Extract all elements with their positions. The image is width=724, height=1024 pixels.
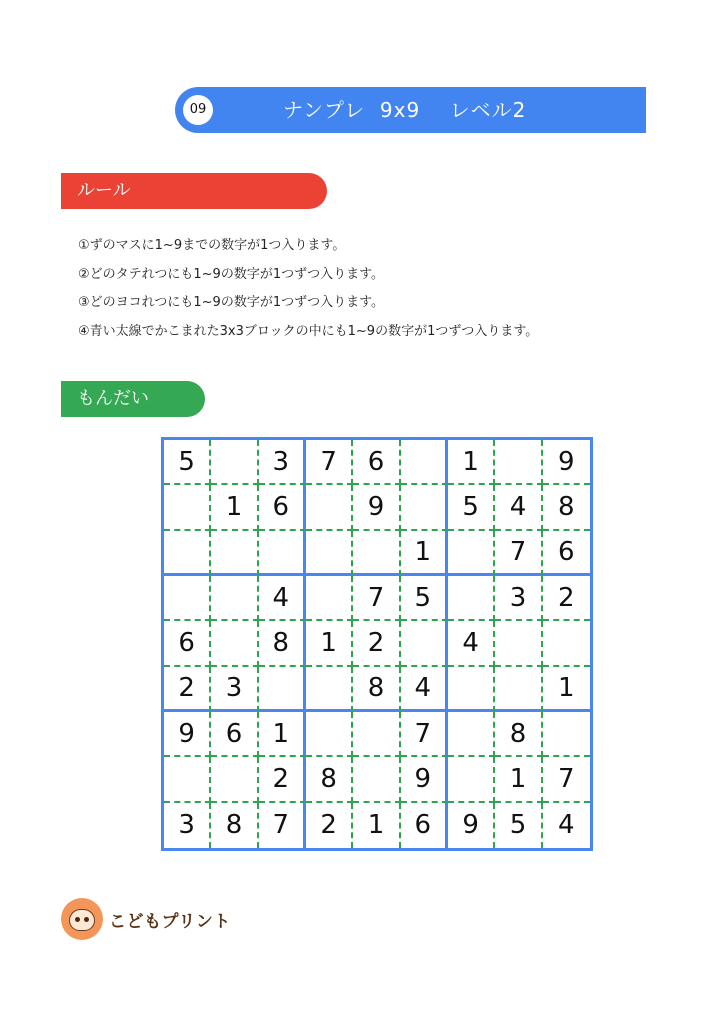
sudoku-cell[interactable]: 9 <box>448 803 495 848</box>
sudoku-cell[interactable] <box>211 621 258 666</box>
sudoku-cell[interactable] <box>495 667 542 712</box>
sudoku-cell[interactable]: 3 <box>211 667 258 712</box>
sudoku-cell[interactable] <box>306 485 353 530</box>
sudoku-cell[interactable]: 1 <box>543 667 590 712</box>
sudoku-cell[interactable]: 2 <box>306 803 353 848</box>
sudoku-cell[interactable]: 8 <box>353 667 400 712</box>
brand-logo <box>61 898 231 940</box>
sudoku-cell[interactable]: 7 <box>306 440 353 485</box>
sudoku-cell[interactable]: 1 <box>306 621 353 666</box>
sudoku-cell[interactable]: 7 <box>353 576 400 621</box>
sudoku-cell[interactable]: 1 <box>495 757 542 802</box>
sudoku-cell[interactable]: 5 <box>401 576 448 621</box>
sudoku-cell[interactable]: 5 <box>448 485 495 530</box>
sudoku-cell[interactable]: 7 <box>543 757 590 802</box>
sudoku-cell[interactable] <box>543 712 590 757</box>
sudoku-cell[interactable] <box>259 531 306 576</box>
sudoku-cell[interactable] <box>164 576 211 621</box>
sudoku-cell[interactable]: 9 <box>353 485 400 530</box>
sudoku-cell[interactable]: 1 <box>448 440 495 485</box>
sudoku-cell[interactable]: 8 <box>543 485 590 530</box>
sudoku-cell[interactable] <box>306 576 353 621</box>
sudoku-cell[interactable] <box>164 485 211 530</box>
sudoku-cell[interactable]: 7 <box>259 803 306 848</box>
sudoku-cell[interactable] <box>448 576 495 621</box>
sudoku-cell[interactable] <box>211 576 258 621</box>
sudoku-cell[interactable]: 9 <box>543 440 590 485</box>
sudoku-cell[interactable] <box>448 667 495 712</box>
sudoku-cell[interactable] <box>448 712 495 757</box>
sudoku-cell[interactable]: 3 <box>164 803 211 848</box>
sudoku-cell[interactable]: 1 <box>353 803 400 848</box>
page-title: ナンプレ 9x9 レベル2 <box>283 98 527 122</box>
sudoku-cell[interactable] <box>211 531 258 576</box>
sudoku-cell[interactable]: 1 <box>401 531 448 576</box>
sudoku-cell[interactable] <box>211 757 258 802</box>
rules-list <box>78 236 538 350</box>
sudoku-cell[interactable]: 2 <box>164 667 211 712</box>
sudoku-cell[interactable] <box>164 531 211 576</box>
sudoku-cell[interactable]: 5 <box>495 803 542 848</box>
sudoku-cell[interactable]: 8 <box>495 712 542 757</box>
sudoku-cell[interactable]: 6 <box>164 621 211 666</box>
sudoku-cell[interactable]: 4 <box>401 667 448 712</box>
sudoku-cell[interactable]: 6 <box>211 712 258 757</box>
sudoku-cell[interactable] <box>401 440 448 485</box>
sudoku-cell[interactable]: 3 <box>495 576 542 621</box>
sudoku-cell[interactable]: 1 <box>259 712 306 757</box>
sudoku-cell[interactable]: 2 <box>259 757 306 802</box>
sudoku-grid <box>161 437 593 851</box>
sudoku-cell[interactable] <box>401 621 448 666</box>
title-bar <box>175 87 646 133</box>
sudoku-cell[interactable] <box>306 531 353 576</box>
sudoku-cell[interactable]: 7 <box>495 531 542 576</box>
sudoku-cell[interactable]: 8 <box>306 757 353 802</box>
sudoku-cell[interactable]: 2 <box>353 621 400 666</box>
sudoku-cell[interactable]: 9 <box>401 757 448 802</box>
sudoku-cell[interactable]: 7 <box>401 712 448 757</box>
problem-heading: もんだい <box>61 381 205 417</box>
sudoku-cell[interactable] <box>495 440 542 485</box>
sudoku-cell[interactable] <box>164 757 211 802</box>
sudoku-cell[interactable]: 8 <box>259 621 306 666</box>
sudoku-cell[interactable] <box>495 621 542 666</box>
sudoku-cell[interactable] <box>543 621 590 666</box>
rules-heading: ルール <box>61 173 327 209</box>
worksheet-number-badge: 09 <box>183 95 213 125</box>
sudoku-cell[interactable] <box>401 485 448 530</box>
rule-item: ③どのヨコれつにも1~9の数字が1つずつ入ります。 <box>78 295 385 310</box>
sudoku-cell[interactable] <box>353 757 400 802</box>
sudoku-cell[interactable] <box>211 440 258 485</box>
sudoku-cell[interactable]: 6 <box>353 440 400 485</box>
cat-face-icon <box>61 898 103 940</box>
sudoku-cell[interactable]: 6 <box>543 531 590 576</box>
rule-item: ②どのタテれつにも1~9の数字が1つずつ入ります。 <box>78 266 385 282</box>
sudoku-cell[interactable] <box>448 757 495 802</box>
sudoku-cell[interactable] <box>448 531 495 576</box>
sudoku-cell[interactable]: 5 <box>164 440 211 485</box>
sudoku-cell[interactable]: 4 <box>495 485 542 530</box>
sudoku-cell[interactable]: 3 <box>259 440 306 485</box>
sudoku-cell[interactable]: 1 <box>211 485 258 530</box>
sudoku-cell[interactable]: 4 <box>259 576 306 621</box>
rule-item: ①ずのマスに1~9までの数字が1つ入ります。 <box>78 238 346 253</box>
sudoku-cell[interactable]: 2 <box>543 576 590 621</box>
sudoku-cell[interactable]: 9 <box>164 712 211 757</box>
sudoku-cell[interactable]: 8 <box>211 803 258 848</box>
sudoku-cell[interactable] <box>306 712 353 757</box>
rule-item: ④青い太線でかこまれた3x3ブロックの中にも1~9の数字が1つずつ入ります。 <box>78 323 539 339</box>
sudoku-cell[interactable] <box>259 667 306 712</box>
sudoku-cell[interactable] <box>353 712 400 757</box>
sudoku-cell[interactable] <box>306 667 353 712</box>
brand-name: こどもプリント <box>109 911 231 932</box>
sudoku-cell[interactable] <box>353 531 400 576</box>
sudoku-cell[interactable]: 6 <box>259 485 306 530</box>
sudoku-cell[interactable]: 4 <box>558 810 575 841</box>
sudoku-cell[interactable]: 4 <box>448 621 495 666</box>
sudoku-cell[interactable]: 6 <box>401 803 448 848</box>
